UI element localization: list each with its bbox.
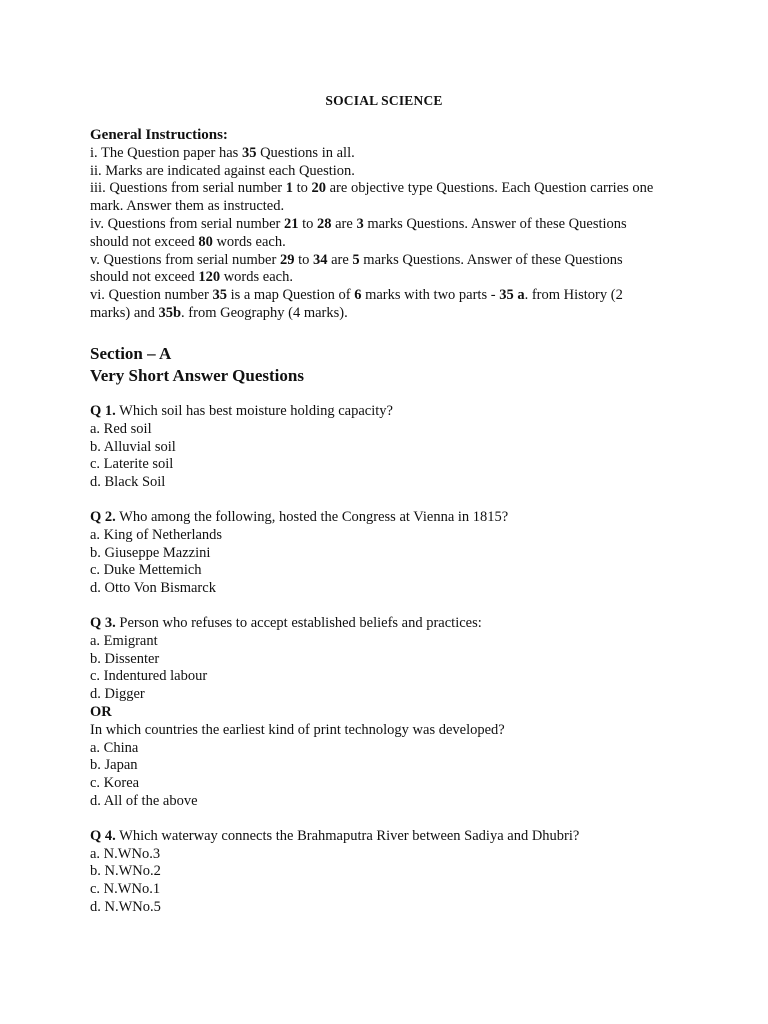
instruction-text: v. Questions from serial number xyxy=(90,251,280,268)
question-text: Which soil has best moisture holding capacity? xyxy=(115,403,393,419)
instruction-text: to xyxy=(298,215,317,232)
instruction-number: 35b xyxy=(158,304,182,321)
instruction-number: 3 xyxy=(356,215,364,232)
answer-option: b. Giuseppe Mazzini xyxy=(90,544,211,561)
question-list xyxy=(90,403,710,934)
instruction-number: 21 xyxy=(283,215,299,232)
instruction-number: 29 xyxy=(279,251,295,268)
instruction-number: 80 xyxy=(198,233,213,250)
alternate-question-text: In which countries the earliest kind of print technology was developed? xyxy=(90,721,505,738)
instruction-text: ii. Marks are indicated against each Question. xyxy=(90,162,355,179)
instruction-item xyxy=(90,180,660,216)
instruction-item xyxy=(90,163,660,181)
question-stem xyxy=(90,615,710,633)
instruction-text: vi. Question number xyxy=(90,287,213,304)
instruction-text: are objective type Questions. Each Question carries one mark. Answer them as instructed. xyxy=(90,180,654,215)
answer-option: a. N.WNo.3 xyxy=(90,845,161,862)
instruction-text: words each. xyxy=(212,233,286,250)
answer-option: c. Duke Mettemich xyxy=(90,562,202,579)
question-text: Which waterway connects the Brahmaputra River between Sadiya and Dhubri? xyxy=(115,827,580,844)
instruction-text: to xyxy=(292,180,312,197)
instruction-text: are xyxy=(327,251,353,268)
instruction-item xyxy=(90,252,660,288)
question-number: Q 3. xyxy=(90,614,116,631)
answer-option: a. Red soil xyxy=(90,420,152,437)
instruction-text: words each. xyxy=(220,269,293,286)
instruction-text: is a map Question of xyxy=(226,287,355,304)
instruction-item xyxy=(90,216,660,252)
section-header xyxy=(90,343,690,387)
answer-option: b. Dissenter xyxy=(90,650,160,667)
document-title: SOCIAL SCIENCE xyxy=(325,93,443,108)
question-text: Who among the following, hosted the Congress at Vienna in 1815? xyxy=(115,508,509,525)
instruction-number: 35 xyxy=(212,287,227,304)
instruction-number: 120 xyxy=(198,269,221,286)
instructions-heading: General Instructions: xyxy=(90,127,228,143)
question-3 xyxy=(90,615,710,811)
answer-option: d. All of the above xyxy=(90,792,198,809)
instruction-text: iv. Questions from serial number xyxy=(90,215,284,232)
section-name: Section – A xyxy=(90,344,172,363)
or-label: OR xyxy=(90,703,112,720)
instruction-number: 5 xyxy=(352,251,360,268)
question-stem xyxy=(90,509,710,527)
instruction-text: marks Questions. Answer of these Questions should not exceed xyxy=(90,215,627,250)
instruction-number: 6 xyxy=(354,287,362,304)
answer-option: d. Digger xyxy=(90,686,145,703)
question-text: Person who refuses to accept established beliefs and practices: xyxy=(115,614,482,631)
instruction-text: to xyxy=(294,251,313,268)
answer-option: d. N.WNo.5 xyxy=(90,898,161,915)
answer-option: c. Indentured labour xyxy=(90,668,208,685)
instruction-text: are xyxy=(331,215,357,232)
answer-option: b. Alluvial soil xyxy=(90,438,176,455)
instruction-number: 34 xyxy=(312,251,328,268)
question-number: Q 2. xyxy=(90,508,116,525)
instruction-text: i. The Question paper has xyxy=(90,144,242,161)
section-subtitle: Very Short Answer Questions xyxy=(90,366,304,385)
answer-option: a. China xyxy=(90,739,139,756)
question-4 xyxy=(90,828,710,917)
question-stem xyxy=(90,403,710,421)
answer-option: a. King of Netherlands xyxy=(90,526,223,543)
question-2 xyxy=(90,509,710,598)
instruction-number: 35 xyxy=(241,144,257,161)
instruction-text: iii. Questions from serial number xyxy=(90,180,286,197)
answer-option: c. Korea xyxy=(90,775,140,792)
question-1 xyxy=(90,403,710,492)
question-stem xyxy=(90,828,710,846)
instruction-text: . from Geography (4 marks). xyxy=(181,304,348,321)
answer-option: c. N.WNo.1 xyxy=(90,881,161,898)
instruction-text: marks with two parts - xyxy=(361,287,500,304)
answer-option: b. Japan xyxy=(90,757,138,774)
instruction-number: 20 xyxy=(311,180,326,197)
general-instructions xyxy=(90,127,660,323)
instruction-text: marks Questions. Answer of these Questions should not exceed xyxy=(90,251,623,286)
instruction-text: . from History (2 marks) and xyxy=(90,287,623,321)
answer-option: d. Otto Von Bismarck xyxy=(90,580,216,597)
instruction-number: 28 xyxy=(317,215,332,232)
question-number: Q 1. xyxy=(90,403,116,419)
answer-option: c. Laterite soil xyxy=(90,456,174,473)
question-number: Q 4. xyxy=(90,827,116,844)
answer-option: a. Emigrant xyxy=(90,632,158,649)
instruction-text: Questions in all. xyxy=(256,144,355,161)
answer-option: d. Black Soil xyxy=(90,474,166,491)
instruction-number: 1 xyxy=(285,180,293,197)
answer-option: b. N.WNo.2 xyxy=(90,863,161,880)
instruction-item xyxy=(90,287,660,323)
instruction-number: 35 a xyxy=(499,287,525,304)
instruction-item xyxy=(90,145,660,163)
